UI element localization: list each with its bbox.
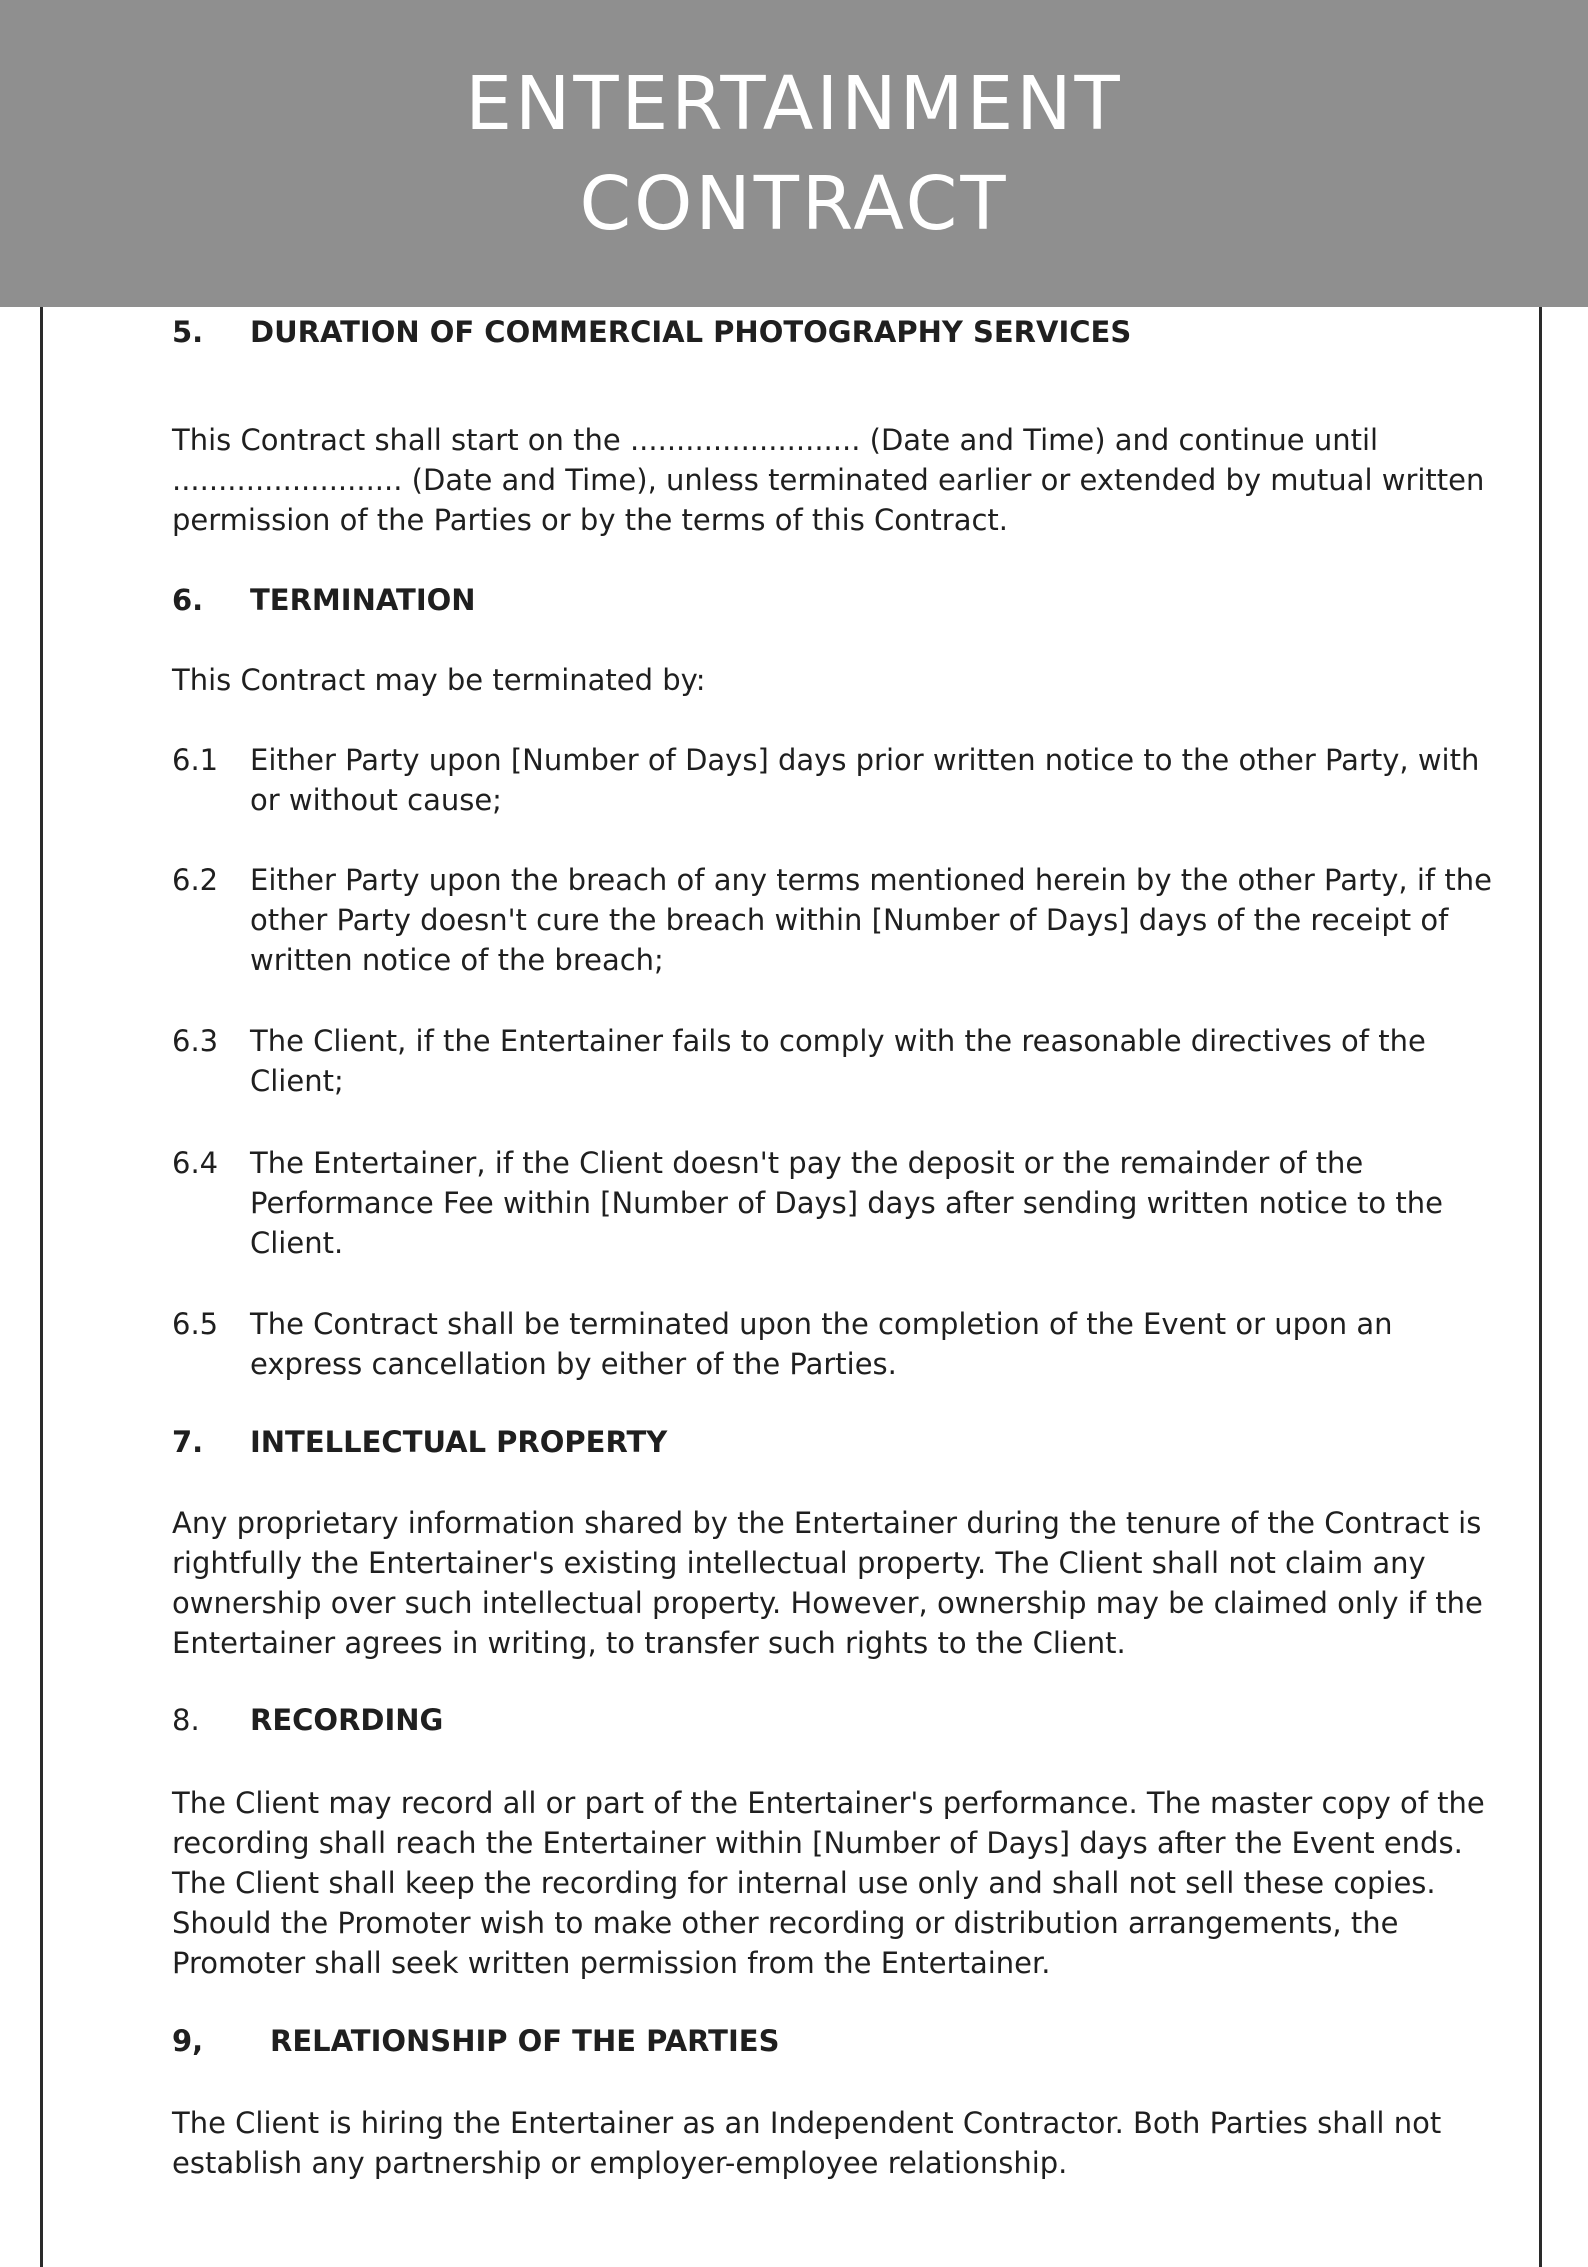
section-8-line: The Client shall keep the recording for internal use only and shall not sell these copies.	[172, 1866, 1436, 1900]
item-line: written notice of the breach;	[250, 943, 664, 977]
section-6-number: 6.	[172, 583, 204, 617]
section-8-number: 8.	[172, 1703, 200, 1737]
section-5-line: permission of the Parties or by the terms of this Contract.	[172, 503, 1009, 537]
item-line: Either Party upon [Number of Days] days prior written notice to the other Party, with	[250, 743, 1480, 777]
section-6-title: TERMINATION	[250, 583, 476, 617]
section-7-line: Any proprietary information shared by the Entertainer during the tenure of the Contract is	[172, 1506, 1482, 1540]
item-line: or without cause;	[250, 783, 502, 817]
item-6-1-number: 6.1	[172, 743, 219, 777]
item-6-2-text	[250, 860, 1492, 980]
section-9-number: 9,	[172, 2024, 204, 2058]
section-8-line: recording shall reach the Entertainer within [Number of Days] days after the Event ends.	[172, 1826, 1463, 1860]
item-line: Performance Fee within [Number of Days] days after sending written notice to the	[250, 1186, 1443, 1220]
section-8-line: Should the Promoter wish to make other recording or distribution arrangements, the	[172, 1906, 1399, 1940]
item-line: Client;	[250, 1064, 344, 1098]
section-9-body	[172, 2103, 1441, 2183]
section-5-number: 5.	[172, 315, 204, 349]
section-5-line: This Contract shall start on the ......................... (Date and Time) and continue until	[172, 423, 1379, 457]
section-8-body	[172, 1783, 1485, 1983]
section-9-line: establish any partnership or employer-employee relationship.	[172, 2146, 1068, 2180]
section-7-line: ownership over such intellectual property. However, ownership may be claimed only if the	[172, 1586, 1483, 1620]
item-line: Client.	[250, 1226, 344, 1260]
banner-title-line-2: CONTRACT	[579, 160, 1009, 247]
section-5-title: DURATION OF COMMERCIAL PHOTOGRAPHY SERVICES	[250, 315, 1132, 349]
item-6-2-number: 6.2	[172, 863, 219, 897]
title-banner	[0, 0, 1588, 307]
item-6-1-text	[250, 740, 1479, 820]
section-7-body	[172, 1503, 1483, 1663]
item-6-3-text	[250, 1021, 1426, 1101]
banner-title-line-1: ENTERTAINMENT	[465, 60, 1123, 147]
item-line: other Party doesn't cure the breach within [Number of Days] days of the receipt of	[250, 903, 1449, 937]
section-8-line: The Client may record all or part of the Entertainer's performance. The master copy of the	[172, 1786, 1485, 1820]
item-6-3-number: 6.3	[172, 1024, 219, 1058]
section-7-number: 7.	[172, 1425, 204, 1459]
section-8-title: RECORDING	[250, 1703, 444, 1737]
item-6-4-number: 6.4	[172, 1146, 219, 1180]
item-line: Either Party upon the breach of any terms mentioned herein by the other Party, if the	[250, 863, 1492, 897]
section-7-title: INTELLECTUAL PROPERTY	[250, 1425, 668, 1459]
section-5-body	[172, 420, 1484, 540]
item-6-5-number: 6.5	[172, 1307, 219, 1341]
item-line: The Entertainer, if the Client doesn't pay the deposit or the remainder of the	[250, 1146, 1364, 1180]
item-line: The Client, if the Entertainer fails to comply with the reasonable directives of the	[250, 1024, 1426, 1058]
item-6-4-text	[250, 1143, 1443, 1263]
section-7-line: rightfully the Entertainer's existing intellectual property. The Client shall not claim any	[172, 1546, 1426, 1580]
section-8-line: Promoter shall seek written permission from the Entertainer.	[172, 1946, 1051, 1980]
section-9-line: The Client is hiring the Entertainer as an Independent Contractor. Both Parties shall not	[172, 2106, 1442, 2140]
item-6-5-text	[250, 1304, 1393, 1384]
section-6-intro: This Contract may be terminated by:	[172, 663, 706, 697]
section-7-line: Entertainer agrees in writing, to transfer such rights to the Client.	[172, 1626, 1126, 1660]
item-line: express cancellation by either of the Parties.	[250, 1347, 897, 1381]
item-line: The Contract shall be terminated upon the completion of the Event or upon an	[250, 1307, 1393, 1341]
section-9-title: RELATIONSHIP OF THE PARTIES	[270, 2024, 780, 2058]
section-5-line: ......................... (Date and Time), unless terminated earlier or extended by mutual written	[172, 463, 1485, 497]
